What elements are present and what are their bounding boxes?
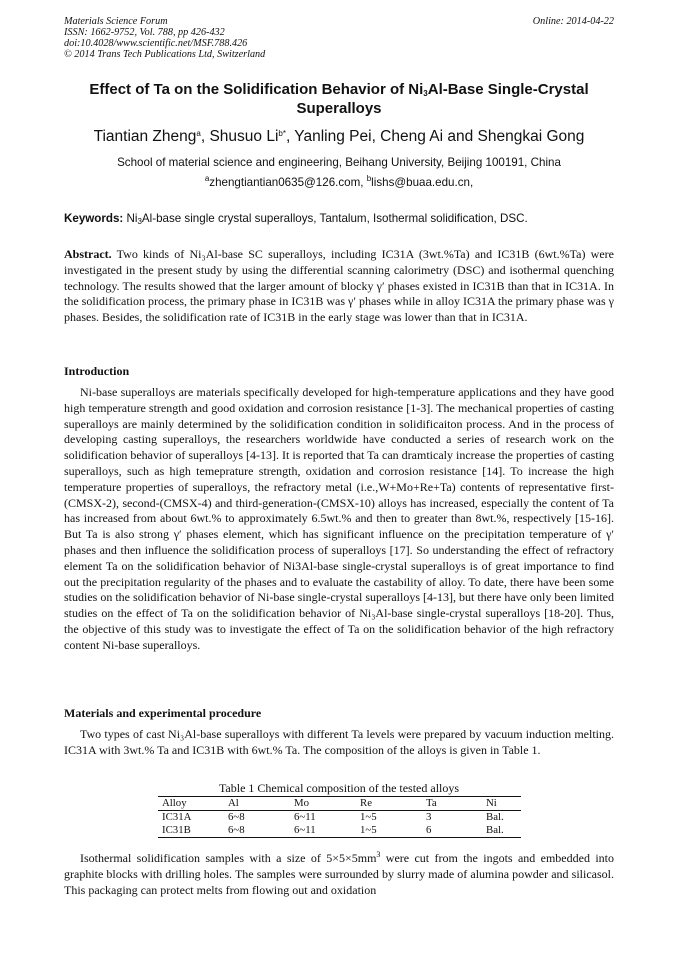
table-cell: 6~8 <box>224 824 290 838</box>
abstract-text: Two kinds of Ni₃Al-base SC superalloys, including IC31A (3wt.%Ta) and IC31B (6wt.%Ta) were investigated in the present study by using the differential scanning calorimetry (DSC) and isothermal quenching technology. The results showed that the larger amount of blocky γ′ phases existed in IC31B than that in IC31A. In the solidification process, the primary phase in IC31B was γ′ phases while in alloy IC31A the primary phase was γ phases. Besides, the solidification rate of IC31B in the early stage was lower than that in IC31A. <box>64 247 614 325</box>
table-cell: 6 <box>422 824 482 838</box>
col-header-re: Re <box>356 797 422 811</box>
col-header-al: Al <box>224 797 290 811</box>
journal-name: Materials Science Forum <box>64 16 168 27</box>
col-header-ta: Ta <box>422 797 482 811</box>
paper-title: Effect of Ta on the Solidification Behavior of $Ni_3Al$-Base Single-Crystal Superalloys <box>89 81 589 117</box>
col-header-ni: Ni <box>482 797 521 811</box>
table-cell: IC31A <box>162 811 192 823</box>
composition-table <box>158 796 521 838</box>
journal-doi: doi:10.4028/www.scientific.net/MSF.788.426 <box>64 38 248 49</box>
table-cell: 6~11 <box>294 811 316 823</box>
table-row <box>158 824 521 838</box>
email-a: zhengtiantian0635@126.com, <box>209 176 367 189</box>
table-cell: 1~5 <box>360 811 377 823</box>
online-date: Online: 2014-04-22 <box>532 16 614 27</box>
col-header-alloy: Alloy <box>158 797 224 811</box>
table-cell: Bal. <box>482 824 521 838</box>
table-cell: IC31B <box>158 824 224 838</box>
col-header-mo: Mo <box>290 797 356 811</box>
table-cell: 3 <box>426 811 432 823</box>
keywords-label: Keywords: <box>64 212 124 225</box>
table-cell: Bal. <box>486 811 504 823</box>
table-cell: 6~11 <box>290 824 356 838</box>
author-emails: $^a$zhengtiantian0635@126.com, $^b$lishs@buaa.edu.cn, <box>204 174 474 189</box>
table1-caption: Table 1 Chemical composition of the tested alloys <box>218 781 460 795</box>
table-cell: 1~5 <box>356 824 422 838</box>
email-b: lishs@buaa.edu.cn, <box>371 176 474 189</box>
table-cell: 6~8 <box>228 811 245 823</box>
materials-text: Two types of cast Ni₃Al-base superalloys with different Ta levels were prepared by vacuum induction melting. IC31A with 3wt.% Ta and IC31B with 6wt.% Ta. The composition of the alloys is given in Table 1. <box>64 727 614 757</box>
table-row <box>158 811 521 825</box>
journal-issn: ISSN: 1662-9752, Vol. 788, pp 426-432 <box>64 27 225 38</box>
affiliation: School of material science and engineering, Beihang University, Beijing 100191, China <box>117 156 561 169</box>
journal-copyright: © 2014 Trans Tech Publications Ltd, Switzerland <box>64 49 266 60</box>
table-header-row <box>158 797 521 811</box>
isothermal-text: Isothermal solidification samples with a size of $5\times 5\times 5mm^3$ were cut from the ingots and embedded into graphite blocks with drilling holes. The samples were surrounded by slurry made of alumina powder and silicasol. This packaging can protect melts from flowing out and oxidation <box>64 850 614 897</box>
section-heading-introduction: Introduction <box>64 364 130 378</box>
abstract <box>64 247 614 326</box>
author-list: Tiantian Zheng$^a$, Shusuo $Li^{b*}$, Yanling Pei, Cheng Ai and Shengkai Gong <box>93 128 585 145</box>
section-heading-materials: Materials and experimental procedure <box>64 706 262 720</box>
abstract-label: Abstract. <box>64 247 112 261</box>
keywords: Keywords: $Ni_3Al$-base single crystal superalloys, Tantalum, Isothermal solidification, DSC. <box>64 212 528 226</box>
introduction-text: Ni-base superalloys are materials specifically developed for high-temperature applications and they have good high temperature strength and good oxidation and corrosion resistance [1-3]. The mechanical properties of casting superalloys are mainly determined by the solidification condition in solidificaiton process. And in the process of developing casting superalloys, the researchers worldwide have conducted a series of research work on the solidification behavior of superalloys [4-13]. It is reported that Ta can dramticaly increase the properties of casting superalloys, such as high temeprature strength, oxidation and corrosion resistance [14]. To increase the high temperature properties of superalloys, the refractory metal (i.e.,W+Mo+Re+Ta) contents of representative first-(CMSX-2), second-(CMSX-4) and third-generation-(CMSX-10) alloys has increased, especially the content of Ta has increased from about 6wt.% to approximately 6.5wt.% and then to greater than 8wt.%, respectively [15-16]. But Ta is also strong γ′ phases element, which has significant influence on the precipitation temperature of γ′ phases and then influence the solidification process of superalloys [17]. So understanding the effect of refractory element Ta on the solidification behavior of Ni3Al-base single-crystal superalloys is of great importance to find out the precipitation regularity of the phases and to evaluate the castability of alloy. To date, there have been some studies on the solidification behavior of Ni-base single-crystal superalloys [4-13], but there have only been limited studies on the effect of Ta on the solidification behavior of Ni₃Al-base single-crystal superalloys [18-20]. Thus, the objective of this study was to investigate the effect of Ta on the solidification behavior of the high refractory content Ni-base superalloys. <box>64 385 614 652</box>
journal-header <box>64 16 265 60</box>
